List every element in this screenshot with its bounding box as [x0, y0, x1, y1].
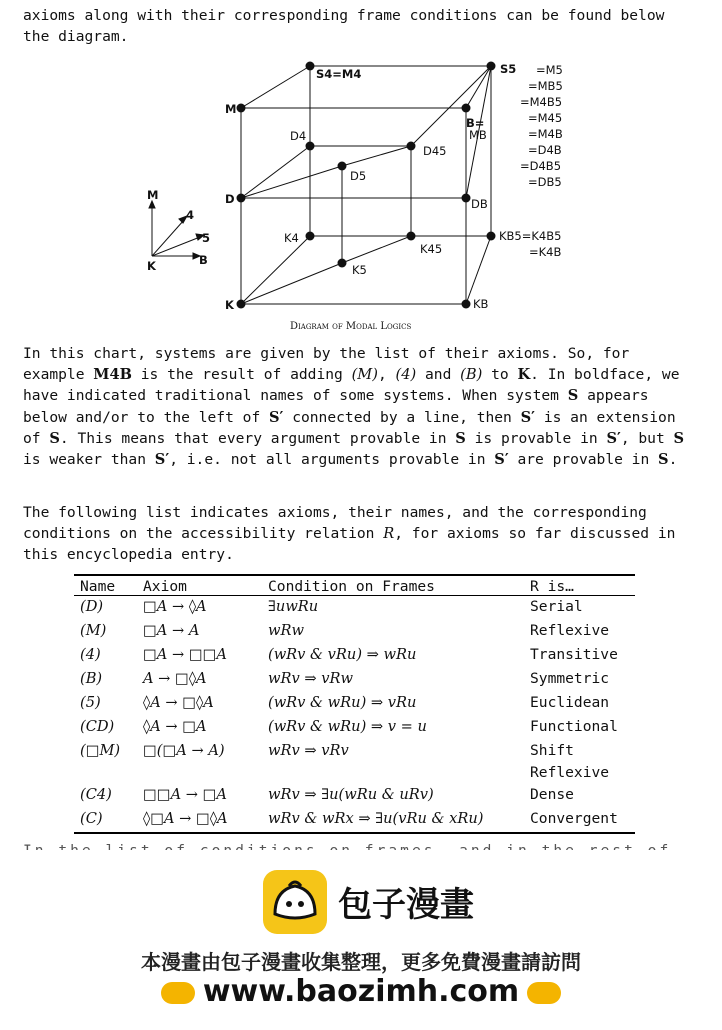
cell-name: (4) [80, 646, 101, 663]
node-label-k: K [225, 298, 234, 312]
node-label-mb: MB [469, 128, 487, 142]
cell-axiom: □A → □□A [143, 646, 227, 663]
para1-sprime-1: S′ [269, 408, 284, 426]
node-label-k5: K5 [352, 263, 367, 277]
para1-text-12: is weaker than [23, 451, 155, 469]
pointing-hand-icon [527, 982, 561, 1004]
intro-line-2: the diagram. [23, 28, 129, 46]
cell-condition: (wRv & wRu) ⇒ vRu [268, 694, 417, 711]
table-row [74, 692, 635, 716]
cell-name: (C4) [80, 786, 112, 803]
table-body [74, 596, 635, 834]
axis-label-5: 5 [202, 231, 211, 245]
para1-s-4: S [673, 429, 685, 447]
table-row [74, 644, 635, 668]
cell-r-is: Symmetric [530, 670, 610, 687]
node-label-kb5: KB5=K4B5 [499, 229, 562, 243]
table-header-row [74, 575, 635, 596]
s5-eq-2: =M4B5 [520, 95, 563, 109]
cell-r-is: Functional [530, 718, 618, 735]
para1-text-3: and [416, 366, 461, 384]
para1-text-9: . This means that every argument provable in [59, 429, 456, 447]
s5-eq-6: =D4B5 [520, 159, 562, 173]
banner-url-row [0, 974, 722, 1009]
s5-eq-3: =M45 [528, 111, 563, 125]
para1-text-14: are provable in [508, 451, 659, 469]
node-label-s5: S5 [500, 62, 517, 76]
node-label-k4b: =K4B [529, 245, 562, 259]
node-label-b: B= [466, 116, 485, 130]
para1-sprime-2: S′ [520, 408, 536, 426]
s5-eq-4: =M4B [528, 127, 563, 141]
para1-text-7: connected by a line, then [283, 408, 521, 426]
table-row [74, 668, 635, 692]
axis-label-m: M [147, 188, 159, 202]
cell-r-is: Transitive [530, 646, 618, 663]
cell-axiom: ◊□A → □◊A [137, 808, 262, 833]
cell-axiom: □A → ◊A [143, 598, 207, 615]
s5-eq-0: =M5 [536, 63, 563, 77]
cell-condition: wRv ⇒ ∃u(wRu & uRv) [268, 786, 434, 803]
axis-label-k: K [147, 259, 156, 273]
cell-name: (M) [80, 622, 107, 639]
table-row [74, 620, 635, 644]
cell-name: (C) [74, 808, 137, 833]
cell-condition: wRw [268, 622, 304, 639]
node-label-d4: D4 [290, 129, 307, 143]
table-row [74, 808, 635, 833]
cell-name: (B) [80, 670, 103, 687]
para1-s-3: S [455, 429, 466, 447]
node-label-kb: KB [473, 297, 489, 311]
para1-system-k: K [517, 366, 531, 384]
cell-condition: (wRv & vRu) ⇒ wRu [268, 646, 417, 663]
para2-text-1: , for axioms so far discussed in this encyclopedia entry. [23, 525, 676, 564]
node-label-d5: D5 [350, 169, 367, 183]
s5-equivalents-list [520, 63, 563, 189]
node-label-k4: K4 [284, 231, 299, 245]
para2-text-0: The following list indicates axioms, their names, and the corresponding conditions on the accessibility relation [23, 504, 647, 543]
table-row [74, 784, 635, 808]
cell-r-is: Convergent [524, 808, 635, 833]
para1-sprime-4: S′ [154, 451, 170, 469]
col-header-r-is: R is… [524, 575, 635, 596]
para2-relation-r: R [383, 525, 395, 543]
cell-condition: wRv ⇒ vRv [268, 742, 349, 759]
para1-text-5: . In boldface, we have indicated traditional names of some systems. When system [23, 366, 680, 405]
cell-axiom: A → □◊A [143, 670, 207, 687]
cell-axiom: □A → A [143, 622, 200, 639]
table-row [74, 716, 635, 740]
table-row [74, 740, 635, 784]
banner-url[interactable]: www.baozimh.com [202, 974, 520, 1009]
cell-name: (D) [80, 598, 104, 615]
para1-text-2: , [377, 366, 396, 384]
s5-eq-7: =DB5 [528, 175, 562, 189]
node-label-d45: D45 [423, 144, 447, 158]
para1-axiom-b: (B) [460, 366, 483, 384]
banner-tagline: 本漫畫由包子漫畫收集整理，更多免費漫畫請訪問 [141, 950, 581, 974]
s5-eq-1: =MB5 [528, 79, 563, 93]
cell-condition: wRv ⇒ vRw [268, 670, 353, 687]
para1-s-2: S [49, 429, 60, 447]
explanation-paragraph [23, 343, 688, 470]
node-label-m: M [225, 102, 237, 116]
para1-text-10: is provable in [465, 429, 607, 447]
cell-condition: (wRv & wRu) ⇒ v = u [268, 718, 427, 735]
col-header-axiom: Axiom [137, 575, 262, 596]
node-label-k45: K45 [420, 242, 443, 256]
cell-axiom: ◊A → □◊A [143, 694, 214, 711]
col-header-condition: Condition on Frames [262, 575, 524, 596]
cut-off-text-line [0, 842, 722, 850]
axes-legend [149, 201, 204, 259]
table-intro-paragraph [23, 502, 688, 566]
diagram-caption: Diagram of Modal Logics [290, 321, 412, 332]
cell-condition: ∃uwRu [268, 598, 319, 615]
cell-axiom: ◊A → □A [143, 718, 207, 735]
para1-text-0: In this chart, systems are given by the list of their axioms. So, for example [23, 345, 630, 384]
para1-s-5: S [658, 451, 669, 469]
para1-text-13: , i.e. not all arguments provable in [169, 451, 495, 469]
cell-r-is: Reflexive [530, 622, 610, 639]
cell-axiom: □(□A → A) [143, 742, 225, 759]
cell-r-is: Serial [530, 598, 583, 615]
para1-text-4: to [482, 366, 518, 384]
bun-logo-icon [263, 870, 327, 934]
para1-s-1: S [567, 387, 579, 405]
para1-text-8: is an extension of [23, 408, 676, 447]
para1-axiom-m: (M) [351, 366, 378, 384]
cell-r-is: Shift Reflexive [530, 742, 610, 781]
intro-line-1: axioms along with their corresponding frame conditions can be found below [23, 7, 665, 24]
node-label-db: DB [471, 197, 488, 211]
node-label-d: D [225, 192, 235, 206]
para1-sprime-5: S′ [494, 451, 509, 469]
cell-r-is: Dense [530, 786, 574, 803]
cell-axiom: □□A → □A [143, 786, 227, 803]
cell-condition: wRv & wRx ⇒ ∃u(vRu & xRu) [262, 808, 524, 833]
para1-system-m4b: M4B [93, 366, 132, 384]
watermark-banner [0, 850, 722, 1030]
pointing-hand-icon [161, 982, 195, 1004]
s5-eq-5: =D4B [528, 143, 562, 157]
axis-label-4: 4 [186, 208, 195, 222]
intro-text [23, 5, 688, 47]
cell-r-is: Euclidean [530, 694, 610, 711]
para1-axiom-4: (4) [395, 366, 417, 384]
cell-name: (□M) [80, 742, 121, 759]
para1-text-11: , but [620, 429, 674, 447]
para1-text-15: . [668, 451, 678, 469]
col-header-name: Name [74, 575, 137, 596]
para1-text-6: appears below and/or to the left of [23, 387, 649, 426]
node-label-s4: S4=M4 [316, 67, 362, 81]
modal-logic-diagram [0, 55, 722, 340]
brand-name: 包子漫畫 [338, 885, 474, 925]
cell-name: (CD) [80, 718, 115, 735]
para1-text-1: is the result of adding [131, 366, 352, 384]
axiom-table [74, 574, 635, 834]
cell-name: (5) [80, 694, 101, 711]
para1-sprime-3: S′ [606, 429, 621, 447]
table-row [74, 596, 635, 621]
axis-label-b: B [199, 253, 208, 267]
